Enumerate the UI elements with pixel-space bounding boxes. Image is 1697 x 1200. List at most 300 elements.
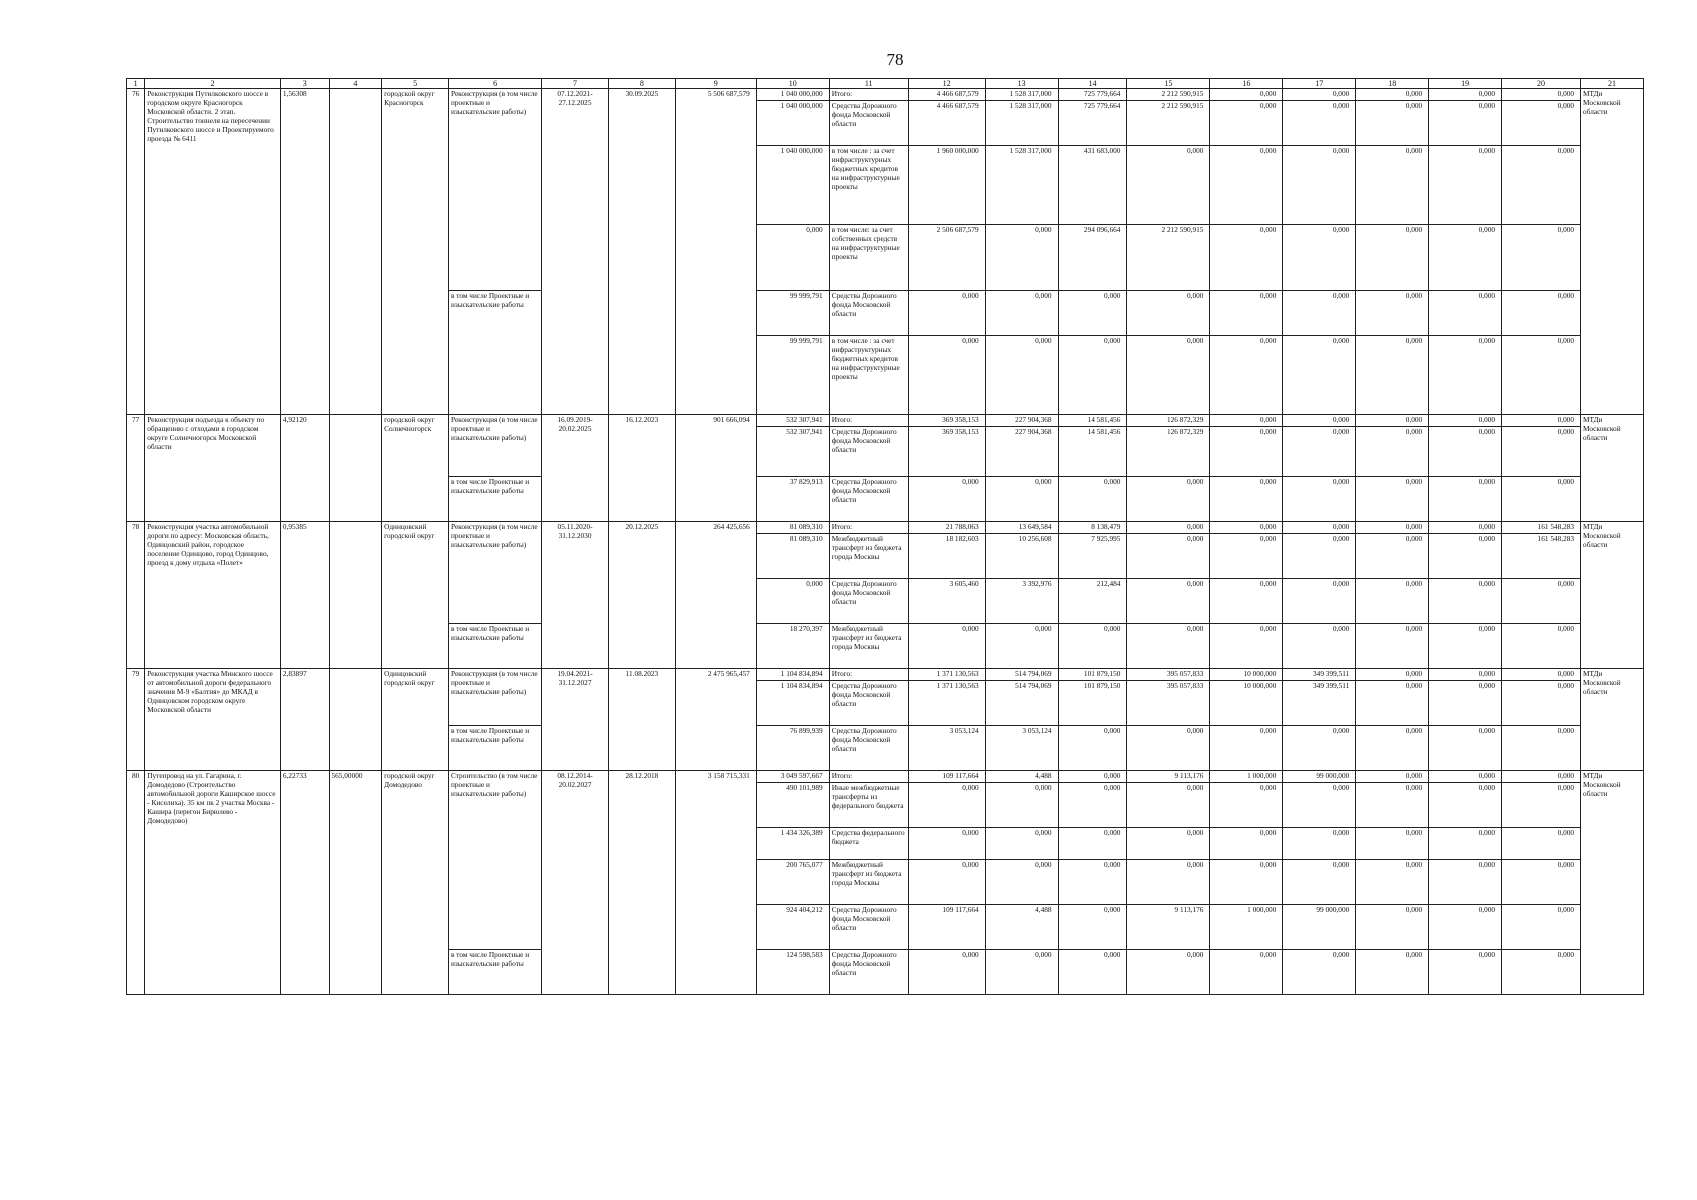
year-value-14: 725 779,664 bbox=[1058, 89, 1127, 101]
year-value-13: 3 392,976 bbox=[985, 579, 1058, 624]
year-value-15: 0,000 bbox=[1127, 336, 1210, 415]
project-cost: 264 425,656 bbox=[675, 522, 756, 669]
project-name: Реконструкция подъезда к объекту по обращению с отходами в городском округе Солнечногорск Московской области bbox=[145, 415, 281, 522]
year-value-19: 0,000 bbox=[1429, 783, 1502, 828]
funding-source: Средства Дорожного фонда Московской области bbox=[829, 726, 908, 771]
year-value-17: 0,000 bbox=[1283, 146, 1356, 225]
work-type: в том числе Проектные и изыскательские работы bbox=[448, 624, 541, 669]
funding-source: Средства Дорожного фонда Московской области bbox=[829, 291, 908, 336]
project-capacity bbox=[329, 669, 382, 771]
project-completion-date: 30.09.2025 bbox=[608, 89, 675, 415]
project-number: 76 bbox=[127, 89, 145, 415]
funding-source: Средства Дорожного фонда Московской области bbox=[829, 579, 908, 624]
funding-source: Средства Дорожного фонда Московской области bbox=[829, 905, 908, 950]
year-value-17: 0,000 bbox=[1283, 101, 1356, 146]
project-completion-date: 11.08.2023 bbox=[608, 669, 675, 771]
year-value-18: 0,000 bbox=[1356, 101, 1429, 146]
funding-source: Средства Дорожного фонда Московской области bbox=[829, 101, 908, 146]
year-value-17: 0,000 bbox=[1283, 579, 1356, 624]
year-value-17: 0,000 bbox=[1283, 477, 1356, 522]
project-capacity bbox=[329, 415, 382, 522]
year-value-12: 369 358,153 bbox=[908, 415, 985, 427]
year-value-17: 0,000 bbox=[1283, 291, 1356, 336]
year-value-16: 0,000 bbox=[1210, 828, 1283, 860]
table-row bbox=[127, 669, 1644, 681]
work-type: в том числе Проектные и изыскательские работы bbox=[448, 726, 541, 771]
year-value-16: 0,000 bbox=[1210, 624, 1283, 669]
year-value-15: 2 212 590,915 bbox=[1127, 225, 1210, 291]
year-value-12: 1 960 000,000 bbox=[908, 146, 985, 225]
funding-source: Средства Дорожного фонда Московской области bbox=[829, 681, 908, 726]
year-value-20: 0,000 bbox=[1502, 579, 1581, 624]
year-value-20: 0,000 bbox=[1502, 681, 1581, 726]
year-value-12: 0,000 bbox=[908, 336, 985, 415]
year-value-17: 0,000 bbox=[1283, 89, 1356, 101]
year-value-12: 2 506 687,579 bbox=[908, 225, 985, 291]
year-value-13: 0,000 bbox=[985, 624, 1058, 669]
year-value-12: 4 466 687,579 bbox=[908, 89, 985, 101]
year-value-12: 0,000 bbox=[908, 783, 985, 828]
column-number-13: 13 bbox=[985, 79, 1058, 89]
funding-source: Итого: bbox=[829, 522, 908, 534]
year-value-13: 514 794,069 bbox=[985, 681, 1058, 726]
year-value-14: 0,000 bbox=[1058, 950, 1127, 995]
project-capacity bbox=[329, 89, 382, 415]
year-value-17: 349 399,511 bbox=[1283, 681, 1356, 726]
work-type: Реконструкция (в том числе проектные и изыскательские работы) bbox=[448, 89, 541, 291]
project-name: Реконструкция Путилковского шоссе в городском округе Красногорск Московской области. 2 этап. Строительство тоннеля на пересечении Путилковского шоссе и Проектируемого проезда № 6411 bbox=[145, 89, 281, 415]
year-value-14: 0,000 bbox=[1058, 905, 1127, 950]
work-type: Реконструкция (в том числе проектные и изыскательские работы) bbox=[448, 522, 541, 624]
funded-amount: 1 104 834,894 bbox=[756, 681, 829, 726]
year-value-19: 0,000 bbox=[1429, 225, 1502, 291]
year-value-18: 0,000 bbox=[1356, 905, 1429, 950]
funded-amount: 490 101,989 bbox=[756, 783, 829, 828]
funded-amount: 1 104 834,894 bbox=[756, 669, 829, 681]
project-executor: МТДи Московской области bbox=[1581, 415, 1644, 522]
year-value-15: 9 113,176 bbox=[1127, 905, 1210, 950]
funding-source: в том числе : за счет инфраструктурных бюджетных кредитов на инфраструктурные проекты bbox=[829, 336, 908, 415]
year-value-15: 0,000 bbox=[1127, 534, 1210, 579]
year-value-20: 0,000 bbox=[1502, 771, 1581, 783]
year-value-14: 0,000 bbox=[1058, 291, 1127, 336]
column-number-9: 9 bbox=[675, 79, 756, 89]
funding-source: Межбюджетный трансферт из бюджета города Москвы bbox=[829, 860, 908, 905]
funding-source: Средства федерального бюджета bbox=[829, 828, 908, 860]
year-value-16: 0,000 bbox=[1210, 336, 1283, 415]
funding-source: Итого: bbox=[829, 89, 908, 101]
year-value-19: 0,000 bbox=[1429, 89, 1502, 101]
financing-table bbox=[126, 78, 1644, 995]
year-value-19: 0,000 bbox=[1429, 828, 1502, 860]
year-value-16: 0,000 bbox=[1210, 89, 1283, 101]
funded-amount: 81 089,310 bbox=[756, 534, 829, 579]
funding-source: Межбюджетный трансферт из бюджета города Москвы bbox=[829, 534, 908, 579]
year-value-14: 8 138,479 bbox=[1058, 522, 1127, 534]
year-value-15: 0,000 bbox=[1127, 624, 1210, 669]
table-row bbox=[127, 522, 1644, 534]
column-number-1: 1 bbox=[127, 79, 145, 89]
year-value-13: 4,488 bbox=[985, 771, 1058, 783]
funded-amount: 99 999,791 bbox=[756, 291, 829, 336]
year-value-19: 0,000 bbox=[1429, 101, 1502, 146]
project-number: 79 bbox=[127, 669, 145, 771]
column-number-3: 3 bbox=[280, 79, 329, 89]
year-value-20: 161 548,283 bbox=[1502, 534, 1581, 579]
year-value-14: 0,000 bbox=[1058, 783, 1127, 828]
year-value-16: 1 000,000 bbox=[1210, 905, 1283, 950]
project-name: Путепровод на ул. Гагарина, г. Домодедово (Строительство автомобильной дороги Каширское шоссе - Киселиха). 35 км пк 2 участка Москва - Кашира (перегон Бирюлево - Домодедово) bbox=[145, 771, 281, 995]
column-number-4: 4 bbox=[329, 79, 382, 89]
funded-amount: 1 040 000,000 bbox=[756, 89, 829, 101]
funded-amount: 124 598,583 bbox=[756, 950, 829, 995]
year-value-12: 0,000 bbox=[908, 828, 985, 860]
year-value-20: 0,000 bbox=[1502, 101, 1581, 146]
year-value-19: 0,000 bbox=[1429, 905, 1502, 950]
column-number-18: 18 bbox=[1356, 79, 1429, 89]
year-value-15: 0,000 bbox=[1127, 860, 1210, 905]
table-row bbox=[127, 415, 1644, 427]
project-length: 2,83897 bbox=[280, 669, 329, 771]
year-value-15: 0,000 bbox=[1127, 950, 1210, 995]
project-length: 6,22733 bbox=[280, 771, 329, 995]
year-value-14: 725 779,664 bbox=[1058, 101, 1127, 146]
project-number: 77 bbox=[127, 415, 145, 522]
year-value-17: 0,000 bbox=[1283, 950, 1356, 995]
year-value-16: 0,000 bbox=[1210, 522, 1283, 534]
year-value-19: 0,000 bbox=[1429, 860, 1502, 905]
year-value-13: 1 528 317,000 bbox=[985, 101, 1058, 146]
year-value-18: 0,000 bbox=[1356, 291, 1429, 336]
year-value-15: 2 212 590,915 bbox=[1127, 101, 1210, 146]
year-value-19: 0,000 bbox=[1429, 624, 1502, 669]
column-number-5: 5 bbox=[382, 79, 449, 89]
year-value-17: 0,000 bbox=[1283, 828, 1356, 860]
project-length: 4,92120 bbox=[280, 415, 329, 522]
funded-amount: 99 999,791 bbox=[756, 336, 829, 415]
funded-amount: 81 089,310 bbox=[756, 522, 829, 534]
funding-source: Средства Дорожного фонда Московской области bbox=[829, 427, 908, 477]
column-number-20: 20 bbox=[1502, 79, 1581, 89]
year-value-17: 0,000 bbox=[1283, 336, 1356, 415]
year-value-19: 0,000 bbox=[1429, 336, 1502, 415]
table-row bbox=[127, 89, 1644, 101]
year-value-12: 18 182,603 bbox=[908, 534, 985, 579]
funded-amount: 532 307,941 bbox=[756, 427, 829, 477]
year-value-13: 4,488 bbox=[985, 905, 1058, 950]
year-value-14: 294 096,664 bbox=[1058, 225, 1127, 291]
year-value-13: 0,000 bbox=[985, 860, 1058, 905]
project-location: городской округ Солнечногорск bbox=[382, 415, 449, 522]
year-value-18: 0,000 bbox=[1356, 950, 1429, 995]
project-cost: 3 158 715,331 bbox=[675, 771, 756, 995]
project-cost: 5 506 687,579 bbox=[675, 89, 756, 415]
funded-amount: 37 829,913 bbox=[756, 477, 829, 522]
year-value-16: 0,000 bbox=[1210, 291, 1283, 336]
project-dates: 07.12.2021-27.12.2025 bbox=[542, 89, 609, 415]
column-number-10: 10 bbox=[756, 79, 829, 89]
year-value-18: 0,000 bbox=[1356, 522, 1429, 534]
year-value-16: 0,000 bbox=[1210, 534, 1283, 579]
year-value-12: 0,000 bbox=[908, 860, 985, 905]
project-completion-date: 20.12.2025 bbox=[608, 522, 675, 669]
funded-amount: 200 765,077 bbox=[756, 860, 829, 905]
funding-source: Иные межбюджетные трансферты из федерального бюджета bbox=[829, 783, 908, 828]
year-value-20: 0,000 bbox=[1502, 905, 1581, 950]
year-value-18: 0,000 bbox=[1356, 783, 1429, 828]
year-value-12: 0,000 bbox=[908, 477, 985, 522]
funded-amount: 1 040 000,000 bbox=[756, 146, 829, 225]
table-row bbox=[127, 771, 1644, 783]
year-value-12: 109 117,664 bbox=[908, 771, 985, 783]
year-value-15: 126 872,329 bbox=[1127, 415, 1210, 427]
year-value-13: 0,000 bbox=[985, 828, 1058, 860]
year-value-15: 126 872,329 bbox=[1127, 427, 1210, 477]
year-value-15: 0,000 bbox=[1127, 522, 1210, 534]
year-value-16: 0,000 bbox=[1210, 783, 1283, 828]
column-number-12: 12 bbox=[908, 79, 985, 89]
year-value-15: 0,000 bbox=[1127, 477, 1210, 522]
year-value-18: 0,000 bbox=[1356, 415, 1429, 427]
column-number-11: 11 bbox=[829, 79, 908, 89]
project-location: Одинцовский городской округ bbox=[382, 669, 449, 771]
column-number-21: 21 bbox=[1581, 79, 1644, 89]
year-value-20: 0,000 bbox=[1502, 726, 1581, 771]
funded-amount: 1 434 326,389 bbox=[756, 828, 829, 860]
year-value-13: 514 794,069 bbox=[985, 669, 1058, 681]
funded-amount: 924 404,212 bbox=[756, 905, 829, 950]
year-value-19: 0,000 bbox=[1429, 669, 1502, 681]
year-value-12: 369 358,153 bbox=[908, 427, 985, 477]
project-capacity: 565,00000 bbox=[329, 771, 382, 995]
year-value-14: 7 925,995 bbox=[1058, 534, 1127, 579]
year-value-18: 0,000 bbox=[1356, 579, 1429, 624]
funded-amount: 18 270,397 bbox=[756, 624, 829, 669]
year-value-20: 0,000 bbox=[1502, 477, 1581, 522]
year-value-18: 0,000 bbox=[1356, 534, 1429, 579]
year-value-20: 0,000 bbox=[1502, 415, 1581, 427]
year-value-20: 0,000 bbox=[1502, 860, 1581, 905]
column-number-8: 8 bbox=[608, 79, 675, 89]
work-type: в том числе Проектные и изыскательские работы bbox=[448, 477, 541, 522]
year-value-18: 0,000 bbox=[1356, 771, 1429, 783]
year-value-13: 0,000 bbox=[985, 225, 1058, 291]
project-completion-date: 28.12.2018 bbox=[608, 771, 675, 995]
year-value-18: 0,000 bbox=[1356, 828, 1429, 860]
year-value-12: 3 053,124 bbox=[908, 726, 985, 771]
year-value-17: 0,000 bbox=[1283, 415, 1356, 427]
year-value-17: 0,000 bbox=[1283, 783, 1356, 828]
year-value-20: 0,000 bbox=[1502, 427, 1581, 477]
funding-source: Итого: bbox=[829, 415, 908, 427]
funding-source: Средства Дорожного фонда Московской области bbox=[829, 950, 908, 995]
column-number-16: 16 bbox=[1210, 79, 1283, 89]
year-value-19: 0,000 bbox=[1429, 427, 1502, 477]
year-value-14: 212,484 bbox=[1058, 579, 1127, 624]
funded-amount: 0,000 bbox=[756, 225, 829, 291]
column-number-15: 15 bbox=[1127, 79, 1210, 89]
year-value-16: 0,000 bbox=[1210, 579, 1283, 624]
year-value-14: 0,000 bbox=[1058, 477, 1127, 522]
year-value-17: 99 000,000 bbox=[1283, 771, 1356, 783]
year-value-16: 0,000 bbox=[1210, 950, 1283, 995]
year-value-18: 0,000 bbox=[1356, 427, 1429, 477]
year-value-15: 2 212 590,915 bbox=[1127, 89, 1210, 101]
year-value-18: 0,000 bbox=[1356, 477, 1429, 522]
year-value-12: 3 605,460 bbox=[908, 579, 985, 624]
year-value-20: 0,000 bbox=[1502, 669, 1581, 681]
project-location: городской округ Домодедово bbox=[382, 771, 449, 995]
year-value-12: 4 466 687,579 bbox=[908, 101, 985, 146]
year-value-14: 101 879,150 bbox=[1058, 681, 1127, 726]
year-value-20: 0,000 bbox=[1502, 291, 1581, 336]
year-value-15: 0,000 bbox=[1127, 828, 1210, 860]
year-value-12: 0,000 bbox=[908, 624, 985, 669]
funding-source: Итого: bbox=[829, 771, 908, 783]
year-value-12: 21 788,063 bbox=[908, 522, 985, 534]
year-value-19: 0,000 bbox=[1429, 291, 1502, 336]
column-number-2: 2 bbox=[145, 79, 281, 89]
year-value-13: 1 528 317,000 bbox=[985, 146, 1058, 225]
year-value-16: 0,000 bbox=[1210, 101, 1283, 146]
year-value-15: 0,000 bbox=[1127, 146, 1210, 225]
year-value-16: 0,000 bbox=[1210, 860, 1283, 905]
funding-source: в том числе : за счет инфраструктурных бюджетных кредитов на инфраструктурные проекты bbox=[829, 146, 908, 225]
year-value-16: 10 000,000 bbox=[1210, 669, 1283, 681]
year-value-16: 0,000 bbox=[1210, 225, 1283, 291]
project-capacity bbox=[329, 522, 382, 669]
year-value-14: 0,000 bbox=[1058, 771, 1127, 783]
funded-amount: 0,000 bbox=[756, 579, 829, 624]
project-name: Реконструкция участка автомобильной дороги по адресу: Московская область, Одинцовский район, городское поселение Одинцово, город Одинцово, проезд к дому отдыха «Полет» bbox=[145, 522, 281, 669]
year-value-17: 0,000 bbox=[1283, 624, 1356, 669]
project-number: 78 bbox=[127, 522, 145, 669]
project-cost: 2 475 965,457 bbox=[675, 669, 756, 771]
year-value-20: 0,000 bbox=[1502, 950, 1581, 995]
project-cost: 901 666,094 bbox=[675, 415, 756, 522]
year-value-17: 0,000 bbox=[1283, 522, 1356, 534]
project-executor: МТДи Московской области bbox=[1581, 771, 1644, 995]
year-value-12: 1 371 130,563 bbox=[908, 681, 985, 726]
work-type: Реконструкция (в том числе проектные и изыскательские работы) bbox=[448, 669, 541, 726]
year-value-17: 0,000 bbox=[1283, 427, 1356, 477]
year-value-19: 0,000 bbox=[1429, 534, 1502, 579]
work-type: в том числе Проектные и изыскательские работы bbox=[448, 950, 541, 995]
table-body bbox=[127, 79, 1644, 995]
project-location: Одинцовский городской округ bbox=[382, 522, 449, 669]
column-number-6: 6 bbox=[448, 79, 541, 89]
project-location: городской округ Красногорск bbox=[382, 89, 449, 415]
funding-source: Межбюджетный трансферт из бюджета города Москвы bbox=[829, 624, 908, 669]
year-value-16: 0,000 bbox=[1210, 146, 1283, 225]
year-value-18: 0,000 bbox=[1356, 669, 1429, 681]
funding-source: Итого: bbox=[829, 669, 908, 681]
year-value-12: 0,000 bbox=[908, 291, 985, 336]
year-value-13: 1 528 317,000 bbox=[985, 89, 1058, 101]
year-value-19: 0,000 bbox=[1429, 522, 1502, 534]
year-value-14: 14 581,456 bbox=[1058, 427, 1127, 477]
year-value-17: 0,000 bbox=[1283, 534, 1356, 579]
funding-source: в том числе: за счет собственных средств на инфраструктурные проекты bbox=[829, 225, 908, 291]
project-executor: МТДи Московской области bbox=[1581, 669, 1644, 771]
project-dates: 19.04.2021-31.12.2027 bbox=[542, 669, 609, 771]
year-value-15: 0,000 bbox=[1127, 783, 1210, 828]
year-value-13: 0,000 bbox=[985, 783, 1058, 828]
year-value-16: 0,000 bbox=[1210, 726, 1283, 771]
year-value-15: 0,000 bbox=[1127, 726, 1210, 771]
funded-amount: 76 899,939 bbox=[756, 726, 829, 771]
project-length: 0,95385 bbox=[280, 522, 329, 669]
year-value-19: 0,000 bbox=[1429, 415, 1502, 427]
year-value-17: 0,000 bbox=[1283, 225, 1356, 291]
year-value-19: 0,000 bbox=[1429, 950, 1502, 995]
project-executor: МТДи Московской области bbox=[1581, 89, 1644, 415]
project-dates: 08.12.2014-20.02.2027 bbox=[542, 771, 609, 995]
column-number-17: 17 bbox=[1283, 79, 1356, 89]
work-type: в том числе Проектные и изыскательские работы bbox=[448, 291, 541, 415]
year-value-13: 3 053,124 bbox=[985, 726, 1058, 771]
year-value-15: 0,000 bbox=[1127, 579, 1210, 624]
year-value-19: 0,000 bbox=[1429, 681, 1502, 726]
year-value-20: 0,000 bbox=[1502, 89, 1581, 101]
year-value-19: 0,000 bbox=[1429, 726, 1502, 771]
funded-amount: 532 307,941 bbox=[756, 415, 829, 427]
year-value-18: 0,000 bbox=[1356, 860, 1429, 905]
project-executor: МТДи Московской области bbox=[1581, 522, 1644, 669]
year-value-13: 10 256,608 bbox=[985, 534, 1058, 579]
year-value-12: 1 371 130,563 bbox=[908, 669, 985, 681]
year-value-20: 0,000 bbox=[1502, 225, 1581, 291]
year-value-18: 0,000 bbox=[1356, 624, 1429, 669]
project-dates: 05.11.2020-31.12.2030 bbox=[542, 522, 609, 669]
year-value-17: 349 399,511 bbox=[1283, 669, 1356, 681]
year-value-14: 0,000 bbox=[1058, 726, 1127, 771]
year-value-14: 14 581,456 bbox=[1058, 415, 1127, 427]
year-value-14: 0,000 bbox=[1058, 624, 1127, 669]
year-value-15: 0,000 bbox=[1127, 291, 1210, 336]
year-value-14: 0,000 bbox=[1058, 860, 1127, 905]
year-value-15: 9 113,176 bbox=[1127, 771, 1210, 783]
year-value-18: 0,000 bbox=[1356, 336, 1429, 415]
year-value-16: 0,000 bbox=[1210, 477, 1283, 522]
year-value-13: 0,000 bbox=[985, 336, 1058, 415]
year-value-17: 99 000,000 bbox=[1283, 905, 1356, 950]
year-value-18: 0,000 bbox=[1356, 146, 1429, 225]
year-value-19: 0,000 bbox=[1429, 146, 1502, 225]
funded-amount: 3 049 597,667 bbox=[756, 771, 829, 783]
year-value-16: 1 000,000 bbox=[1210, 771, 1283, 783]
year-value-13: 13 649,584 bbox=[985, 522, 1058, 534]
year-value-13: 0,000 bbox=[985, 477, 1058, 522]
year-value-20: 0,000 bbox=[1502, 783, 1581, 828]
project-dates: 16.09.2019-20.02.2025 bbox=[542, 415, 609, 522]
year-value-15: 395 057,833 bbox=[1127, 669, 1210, 681]
year-value-13: 227 904,368 bbox=[985, 427, 1058, 477]
year-value-16: 0,000 bbox=[1210, 415, 1283, 427]
year-value-20: 0,000 bbox=[1502, 146, 1581, 225]
year-value-16: 10 000,000 bbox=[1210, 681, 1283, 726]
year-value-20: 161 548,283 bbox=[1502, 522, 1581, 534]
year-value-18: 0,000 bbox=[1356, 89, 1429, 101]
column-number-14: 14 bbox=[1058, 79, 1127, 89]
year-value-20: 0,000 bbox=[1502, 828, 1581, 860]
project-number: 80 bbox=[127, 771, 145, 995]
year-value-13: 0,000 bbox=[985, 291, 1058, 336]
year-value-19: 0,000 bbox=[1429, 771, 1502, 783]
work-type: Строительство (в том числе проектные и изыскательские работы) bbox=[448, 771, 541, 950]
year-value-15: 395 057,833 bbox=[1127, 681, 1210, 726]
work-type: Реконструкция (в том числе проектные и изыскательские работы) bbox=[448, 415, 541, 477]
